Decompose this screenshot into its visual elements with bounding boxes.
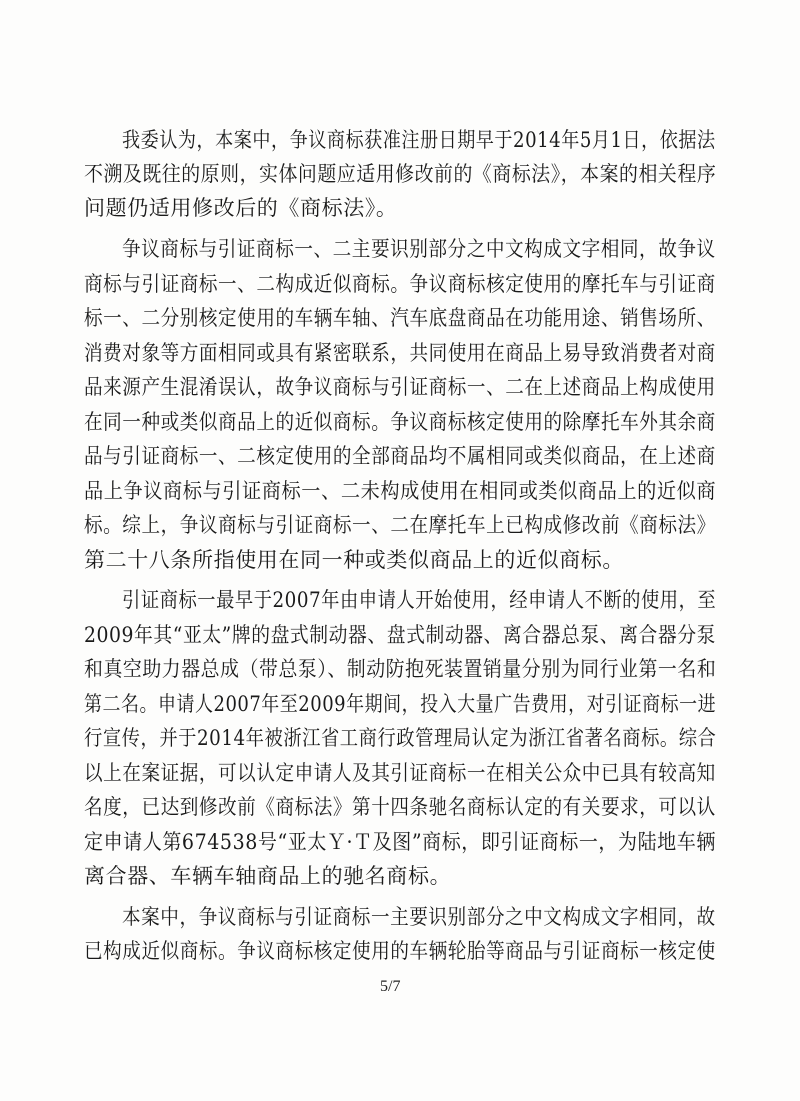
paragraph-4-line-1: 本案中，争议商标与引证商标一主要识别部分之中文构成文字相同，故 <box>122 905 716 929</box>
paragraph-2-line-2: 商标与引证商标一、二构成近似商标。争议商标核定使用的摩托车与引证商 <box>84 272 716 296</box>
paragraph-1-line-1: 我委认为，本案中，争议商标获准注册日期早于2014年5月1日，依据法 <box>122 128 716 152</box>
page-number: 5/7 <box>380 978 401 995</box>
paragraph-3-line-6: 以上在案证据，可以认定申请人及其引证商标一在相关公众中已具有较高知 <box>84 761 716 785</box>
paragraph-2-line-8: 品上争议商标与引证商标一、二未构成使用在相同或类似商品上的近似商 <box>84 479 717 503</box>
paragraph-2-line-4: 消费对象等方面相同或具有紧密联系，共同使用在商品上易导致消费者对商 <box>84 341 716 365</box>
paragraph-3-line-3: 和真空助力器总成（带总泵）、制动防抱死装置销量分别为同行业第一名和 <box>84 657 717 681</box>
paragraph-2-line-7: 品与引证商标一、二核定使用的全部商品均不属相同或类似商品，在上述商 <box>84 444 716 468</box>
paragraph-2-line-3: 标一、二分别核定使用的车辆车轴、汽车底盘商品在功能用途、销售场所、 <box>84 306 716 330</box>
paragraph-3-line-4: 第二名。申请人2007年至2009年期间，投入大量广告费用，对引证商标一进 <box>84 692 717 716</box>
paragraph-3-line-5: 行宣传，并于2014年被浙江省工商行政管理局认定为浙江省著名商标。综合 <box>84 726 717 750</box>
paragraph-3-line-2: 2009年其“亚太”牌的盘式制动器、盘式制动器、离合器总泵、离合器分泵 <box>84 623 716 647</box>
paragraph-4-line-2: 已构成近似商标。争议商标核定使用的车辆轮胎等商品与引证商标一核定使 <box>84 939 716 963</box>
paragraph-2-line-9: 标。综上，争议商标与引证商标一、二在摩托车上已构成修改前《商标法》 <box>84 513 716 537</box>
paragraph-1-line-3: 问题仍适用修改后的《商标法》。 <box>84 196 398 220</box>
paragraph-3-line-7: 名度，已达到修改前《商标法》第十四条驰名商标认定的有关要求，可以认 <box>84 795 716 819</box>
paragraph-2-line-1: 争议商标与引证商标一、二主要识别部分之中文构成文字相同，故争议 <box>122 237 716 261</box>
paragraph-2-line-5: 品来源产生混淆误认，故争议商标与引证商标一、二在上述商品上构成使用 <box>84 375 716 399</box>
paragraph-1-line-2: 不溯及既往的原则，实体问题应适用修改前的《商标法》，本案的相关程序 <box>84 162 717 186</box>
paragraph-3-line-9: 离合器、车辆车轴商品上的驰名商标。 <box>84 864 452 888</box>
paragraph-3-line-8: 定申请人第674538号“亚太Ｙ·Ｔ及图”商标，即引证商标一，为陆地车辆 <box>84 830 716 854</box>
paragraph-2-line-6: 在同一种或类似商品上的近似商标。争议商标核定使用的除摩托车外其余商 <box>84 410 716 434</box>
paragraph-2-line-10: 第二十八条所指使用在同一种或类似商品上的近似商标。 <box>84 548 624 572</box>
paragraph-3-line-1: 引证商标一最早于2007年由申请人开始使用，经申请人不断的使用，至 <box>122 588 717 612</box>
